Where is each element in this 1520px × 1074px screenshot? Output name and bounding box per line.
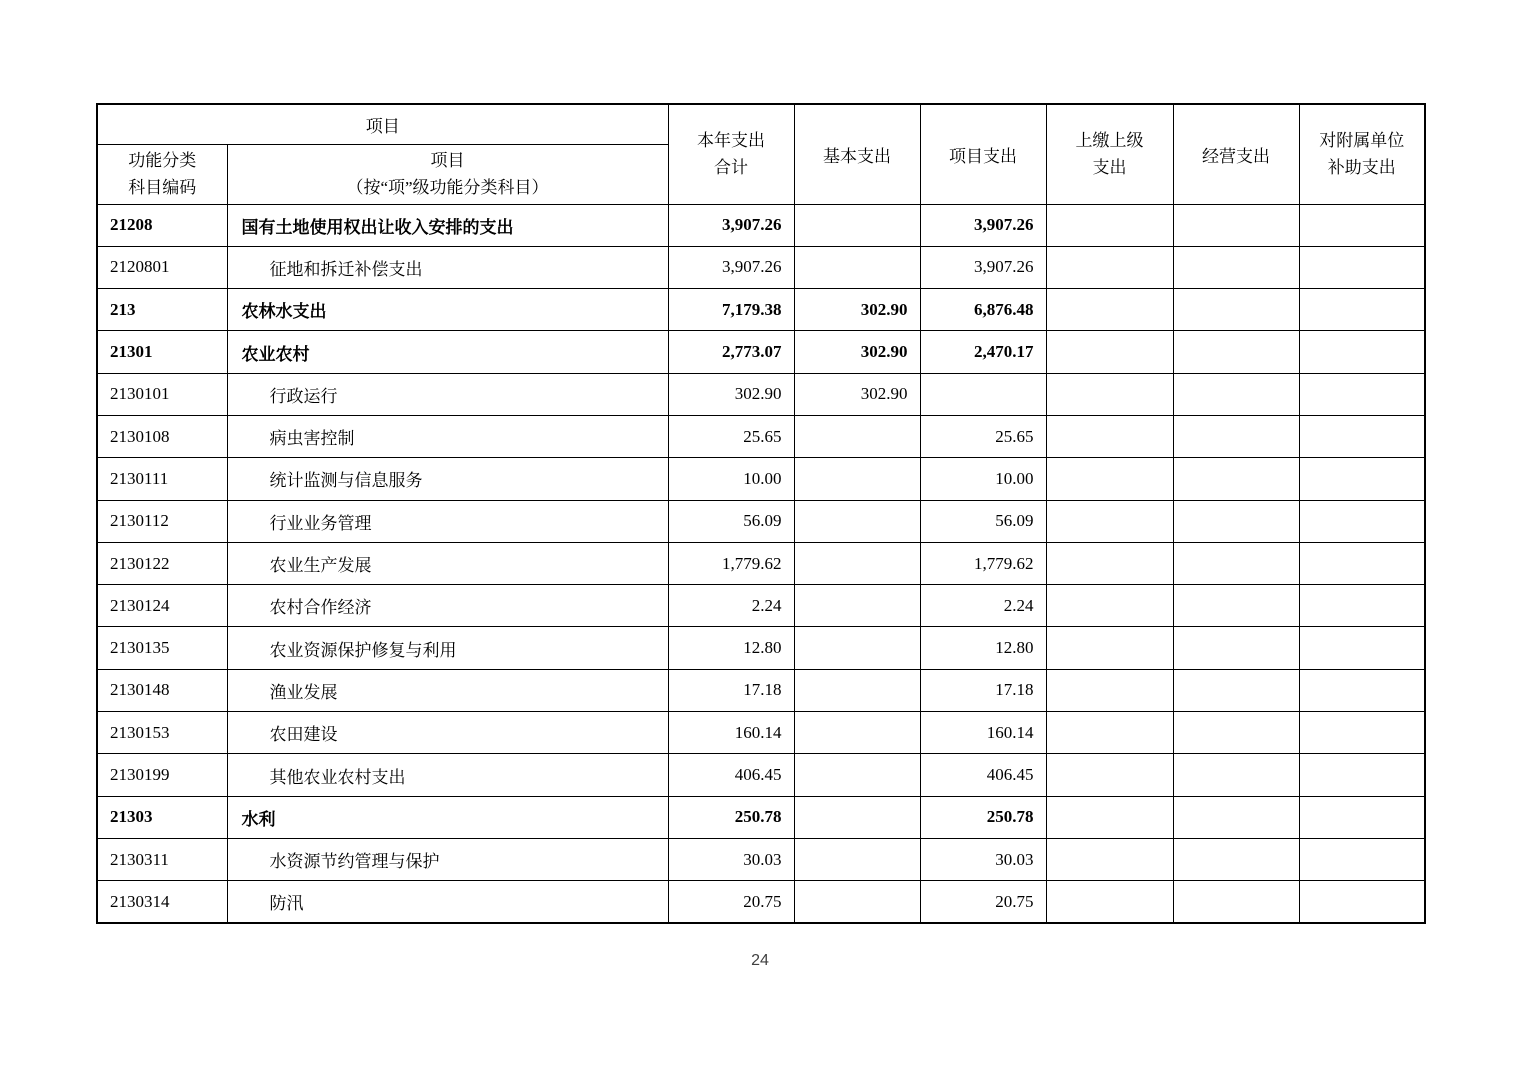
row-subsidy-cell [1299,712,1425,754]
row-operating-cell [1173,838,1299,880]
row-item-cell: 行政运行 [227,373,668,415]
row-subsidy-cell [1299,204,1425,246]
row-operating-cell [1173,712,1299,754]
row-operating-cell [1173,500,1299,542]
row-operating-cell [1173,204,1299,246]
row-basic-cell [794,712,920,754]
row-project-cell: 2,470.17 [920,331,1046,373]
row-item-cell: 农业资源保护修复与利用 [227,627,668,669]
row-upper-cell [1046,204,1173,246]
header-total-line2: 合计 [714,158,748,178]
table-row [97,373,1425,415]
row-total-cell: 56.09 [668,500,794,542]
row-project-cell: 20.75 [920,881,1046,923]
row-operating-cell [1173,289,1299,331]
row-code-cell: 2120801 [97,246,227,288]
row-project-cell: 56.09 [920,500,1046,542]
header-function-code [97,144,227,204]
row-upper-cell [1046,585,1173,627]
row-item-cell: 农林水支出 [227,289,668,331]
row-subsidy-cell [1299,881,1425,923]
row-subsidy-cell [1299,796,1425,838]
row-basic-cell [794,415,920,457]
row-project-cell: 30.03 [920,838,1046,880]
table-row [97,500,1425,542]
row-code-cell: 2130148 [97,669,227,711]
table-row [97,796,1425,838]
row-item-cell: 防汛 [227,881,668,923]
row-total-cell: 160.14 [668,712,794,754]
row-item-cell: 水利 [227,796,668,838]
row-upper-cell [1046,881,1173,923]
row-total-cell: 302.90 [668,373,794,415]
table-body [97,204,1425,923]
row-item-cell: 渔业发展 [227,669,668,711]
row-total-cell: 250.78 [668,796,794,838]
header-total-line1: 本年支出 [697,131,765,151]
header-subsidy-line2: 补助支出 [1327,158,1396,178]
row-total-cell: 25.65 [668,415,794,457]
row-subsidy-cell [1299,838,1425,880]
row-code-cell: 2130111 [97,458,227,500]
row-total-cell: 12.80 [668,627,794,669]
row-project-cell: 160.14 [920,712,1046,754]
row-item-cell: 其他农业农村支出 [227,754,668,796]
row-code-cell: 2130101 [97,373,227,415]
row-code-cell: 2130314 [97,881,227,923]
row-upper-cell [1046,331,1173,373]
row-total-cell: 7,179.38 [668,289,794,331]
row-code-cell: 21301 [97,331,227,373]
row-code-cell: 213 [97,289,227,331]
row-subsidy-cell [1299,754,1425,796]
budget-table [96,103,1426,924]
row-operating-cell [1173,754,1299,796]
row-item-cell: 农业农村 [227,331,668,373]
table-row [97,669,1425,711]
row-item-cell: 农业生产发展 [227,542,668,584]
row-project-cell: 1,779.62 [920,542,1046,584]
row-subsidy-cell [1299,500,1425,542]
row-code-cell: 2130135 [97,627,227,669]
row-upper-cell [1046,373,1173,415]
row-item-cell: 农田建设 [227,712,668,754]
row-operating-cell [1173,669,1299,711]
table-row [97,458,1425,500]
row-total-cell: 20.75 [668,881,794,923]
row-item-cell: 国有土地使用权出让收入安排的支出 [227,204,668,246]
header-item-line1: 项目 [430,151,465,170]
row-basic-cell: 302.90 [794,289,920,331]
row-total-cell: 2.24 [668,585,794,627]
row-upper-cell [1046,246,1173,288]
row-subsidy-cell [1299,542,1425,584]
row-item-cell: 农村合作经济 [227,585,668,627]
row-basic-cell [794,500,920,542]
row-code-cell: 2130122 [97,542,227,584]
row-item-cell: 征地和拆迁补偿支出 [227,246,668,288]
row-upper-cell [1046,458,1173,500]
row-subsidy-cell [1299,458,1425,500]
row-upper-cell [1046,754,1173,796]
row-total-cell: 3,907.26 [668,204,794,246]
row-basic-cell [794,246,920,288]
row-upper-cell [1046,542,1173,584]
header-subsidy-expenditure [1299,104,1425,204]
row-code-cell: 2130124 [97,585,227,627]
row-operating-cell [1173,415,1299,457]
row-operating-cell [1173,458,1299,500]
row-item-cell: 统计监测与信息服务 [227,458,668,500]
row-item-cell: 行业业务管理 [227,500,668,542]
header-item [227,144,668,204]
row-operating-cell [1173,542,1299,584]
row-basic-cell: 302.90 [794,373,920,415]
header-project-group: 项目 [97,104,668,144]
row-subsidy-cell [1299,669,1425,711]
row-upper-cell [1046,796,1173,838]
row-total-cell: 406.45 [668,754,794,796]
row-basic-cell [794,796,920,838]
row-project-cell: 3,907.26 [920,246,1046,288]
row-upper-cell [1046,500,1173,542]
table-row [97,542,1425,584]
row-code-cell: 21208 [97,204,227,246]
row-basic-cell [794,458,920,500]
row-project-cell: 10.00 [920,458,1046,500]
row-project-cell: 6,876.48 [920,289,1046,331]
row-basic-cell [794,542,920,584]
row-operating-cell [1173,331,1299,373]
header-row-1 [97,104,1425,144]
header-basic-expenditure: 基本支出 [794,104,920,204]
row-code-cell: 2130199 [97,754,227,796]
table-row [97,754,1425,796]
row-total-cell: 1,779.62 [668,542,794,584]
row-upper-cell [1046,627,1173,669]
header-subsidy-line1: 对附属单位 [1319,131,1405,151]
row-project-cell: 25.65 [920,415,1046,457]
row-total-cell: 17.18 [668,669,794,711]
table-row [97,289,1425,331]
header-code-line2: 科目编码 [128,178,197,197]
row-upper-cell [1046,712,1173,754]
row-operating-cell [1173,627,1299,669]
row-code-cell: 2130108 [97,415,227,457]
row-subsidy-cell [1299,627,1425,669]
row-project-cell: 2.24 [920,585,1046,627]
row-project-cell: 12.80 [920,627,1046,669]
row-item-cell: 水资源节约管理与保护 [227,838,668,880]
row-subsidy-cell [1299,585,1425,627]
table-row [97,585,1425,627]
row-operating-cell [1173,246,1299,288]
header-item-line2: （按“项”级功能分类科目） [346,178,549,197]
row-subsidy-cell [1299,246,1425,288]
table-row [97,204,1425,246]
row-total-cell: 2,773.07 [668,331,794,373]
row-basic-cell [794,754,920,796]
row-subsidy-cell [1299,331,1425,373]
header-project-expenditure: 项目支出 [920,104,1046,204]
header-upper-line1: 上缴上级 [1075,131,1144,151]
table-row [97,331,1425,373]
table-row [97,838,1425,880]
page-number: 24 [751,952,769,969]
row-upper-cell [1046,838,1173,880]
row-basic-cell: 302.90 [794,331,920,373]
header-operating-expenditure: 经营支出 [1173,104,1299,204]
header-upper-line2: 支出 [1092,158,1127,178]
table-row [97,712,1425,754]
row-project-cell: 406.45 [920,754,1046,796]
row-project-cell: 250.78 [920,796,1046,838]
row-code-cell: 2130112 [97,500,227,542]
row-basic-cell [794,204,920,246]
row-project-cell: 17.18 [920,669,1046,711]
row-basic-cell [794,585,920,627]
row-total-cell: 10.00 [668,458,794,500]
table-header [97,104,1425,204]
table-row [97,881,1425,923]
row-operating-cell [1173,796,1299,838]
row-item-cell: 病虫害控制 [227,415,668,457]
row-project-cell: 3,907.26 [920,204,1046,246]
row-basic-cell [794,881,920,923]
table-row [97,246,1425,288]
row-basic-cell [794,669,920,711]
row-operating-cell [1173,373,1299,415]
row-operating-cell [1173,881,1299,923]
row-total-cell: 30.03 [668,838,794,880]
row-subsidy-cell [1299,373,1425,415]
row-subsidy-cell [1299,289,1425,331]
row-basic-cell [794,627,920,669]
header-upper-level-expenditure [1046,104,1173,204]
header-code-line1: 功能分类 [128,151,197,170]
row-project-cell [920,373,1046,415]
row-upper-cell [1046,669,1173,711]
row-code-cell: 21303 [97,796,227,838]
row-total-cell: 3,907.26 [668,246,794,288]
row-upper-cell [1046,415,1173,457]
row-subsidy-cell [1299,415,1425,457]
row-basic-cell [794,838,920,880]
table-row [97,415,1425,457]
header-total-expenditure [668,104,794,204]
row-code-cell: 2130153 [97,712,227,754]
row-upper-cell [1046,289,1173,331]
row-operating-cell [1173,585,1299,627]
table-row [97,627,1425,669]
row-code-cell: 2130311 [97,838,227,880]
